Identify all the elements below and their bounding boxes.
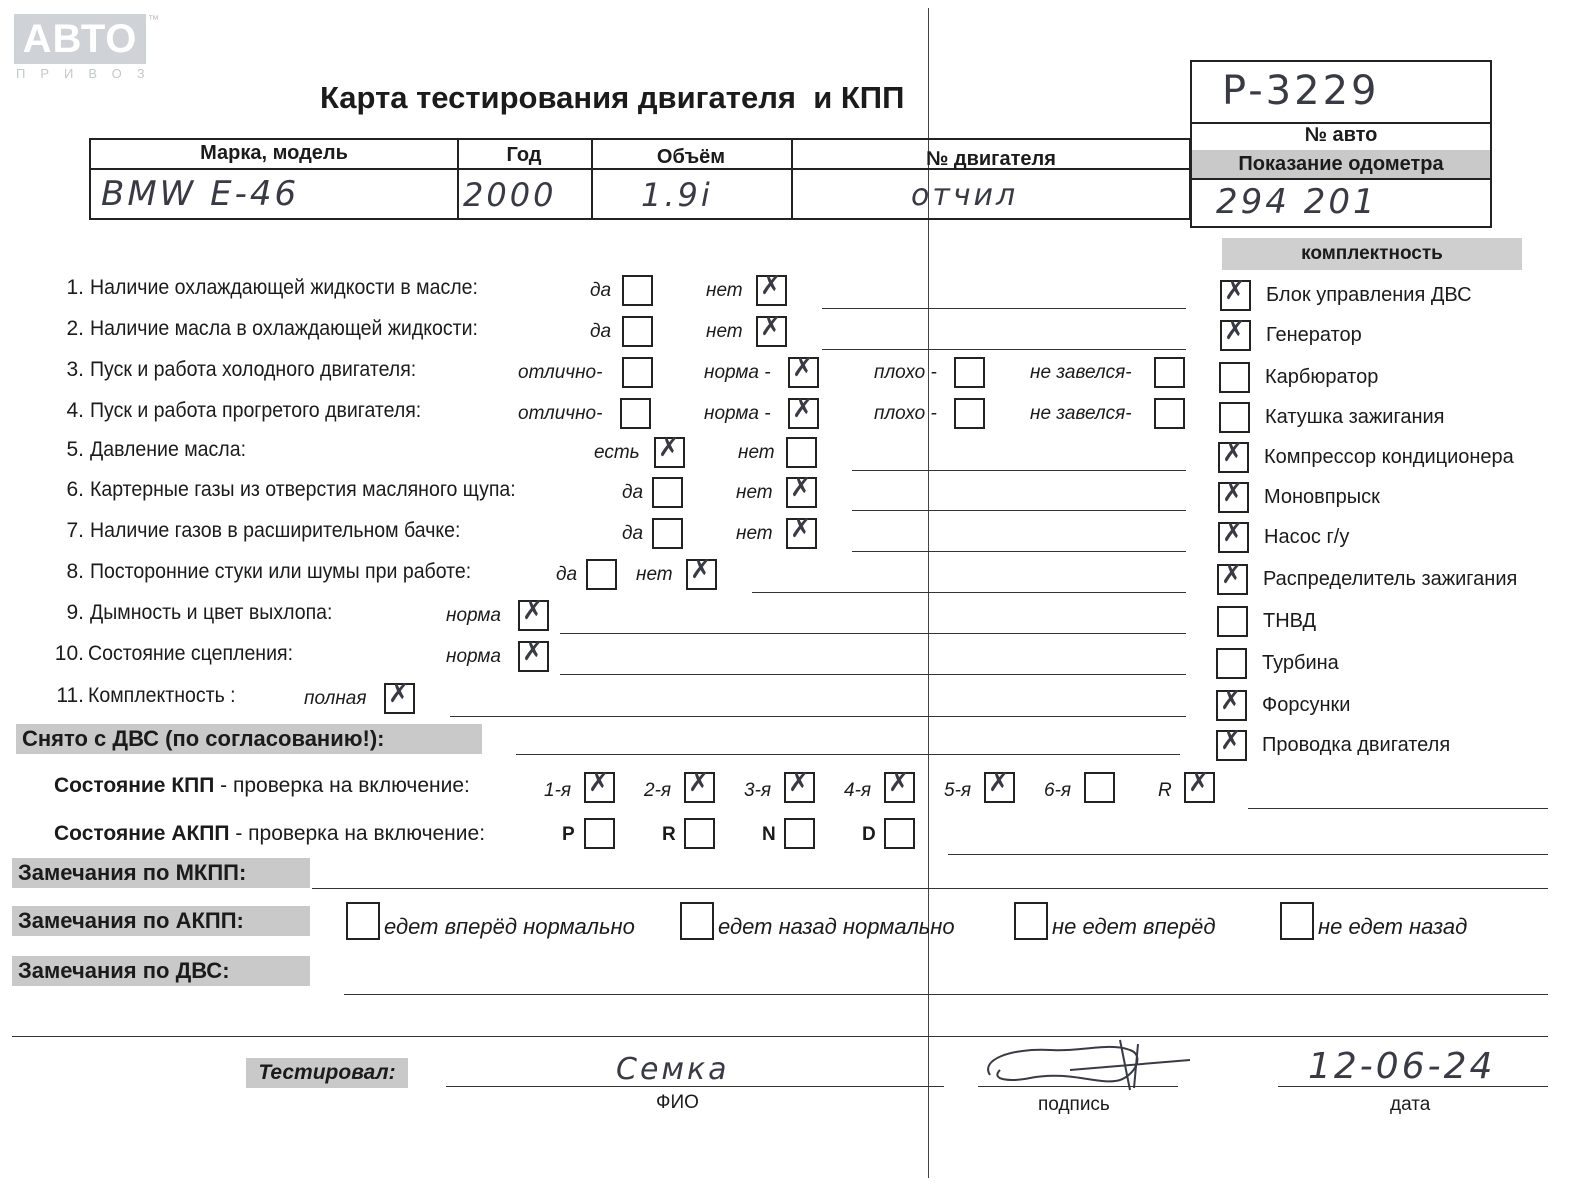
akpp-option-label: не едет назад bbox=[1318, 914, 1468, 939]
check-mark-icon: ✗ bbox=[988, 768, 1010, 798]
akpp-option-checkbox[interactable] bbox=[1014, 902, 1048, 940]
option-checkbox[interactable] bbox=[954, 398, 985, 429]
check-mark-icon: ✗ bbox=[1222, 438, 1244, 468]
removed-label: Снято с ДВС (по согласованию!): bbox=[16, 724, 482, 754]
row-text: Состояние сцепления: bbox=[88, 642, 294, 665]
option-label: да bbox=[622, 523, 644, 544]
option-label: норма bbox=[446, 605, 501, 626]
completeness-item bbox=[1219, 362, 1579, 402]
checklist-row bbox=[0, 354, 1210, 394]
odometer-value: 294 201 bbox=[1216, 182, 1378, 222]
option-label: не завелся- bbox=[1030, 362, 1132, 383]
row-number: 9. bbox=[66, 601, 84, 624]
date-value: 12-06-24 bbox=[1308, 1046, 1496, 1087]
akpp-option-checkbox[interactable] bbox=[1280, 902, 1314, 940]
kpp-gear-checkbox[interactable] bbox=[584, 768, 615, 803]
akpp-label-rest: - проверка на включение: bbox=[229, 822, 486, 845]
option-checkbox[interactable] bbox=[652, 477, 683, 508]
kpp-gear-checkbox[interactable] bbox=[1184, 768, 1215, 803]
kpp-gear-label: 2-я bbox=[644, 780, 672, 801]
option-label: отлично- bbox=[518, 403, 603, 424]
option-checkbox[interactable] bbox=[384, 679, 415, 714]
completeness-checkbox[interactable] bbox=[1216, 648, 1247, 679]
option-checkbox[interactable] bbox=[786, 514, 817, 549]
completeness-label: Катушка зажигания bbox=[1265, 406, 1445, 428]
row-text: Пуск и работа холодного двигателя: bbox=[90, 358, 417, 381]
completeness-label: Компрессор кондиционера bbox=[1264, 446, 1514, 468]
akpp-option-label: едет назад нормально bbox=[718, 914, 955, 939]
option-checkbox[interactable] bbox=[1154, 398, 1185, 429]
remarks-dvs-label: Замечания по ДВС: bbox=[12, 956, 310, 986]
kpp-gear-label: 1-я bbox=[544, 780, 572, 801]
row-number: 5. bbox=[66, 438, 84, 461]
check-mark-icon: ✗ bbox=[888, 768, 910, 798]
completeness-checkbox[interactable] bbox=[1219, 402, 1250, 433]
akpp-gear-checkbox[interactable] bbox=[684, 818, 715, 849]
answer-line bbox=[852, 551, 1186, 552]
kpp-gear-label: R bbox=[1158, 780, 1172, 801]
option-label: нет bbox=[706, 321, 743, 342]
check-mark-icon: ✗ bbox=[688, 768, 710, 798]
option-checkbox[interactable] bbox=[622, 275, 653, 306]
check-mark-icon: ✗ bbox=[788, 768, 810, 798]
completeness-checkbox[interactable] bbox=[1217, 560, 1248, 595]
page-title: Карта тестирования двигателя и КПП bbox=[320, 80, 905, 115]
sign-label: подпись bbox=[1038, 1094, 1110, 1115]
completeness-item bbox=[1217, 560, 1577, 604]
logo bbox=[14, 14, 160, 84]
value-make-model: BMW E-46 bbox=[101, 174, 300, 214]
option-label: нет bbox=[736, 482, 773, 503]
kpp-gear-checkbox[interactable] bbox=[1084, 772, 1115, 803]
option-checkbox[interactable] bbox=[954, 357, 985, 388]
row-text: Дымность и цвет выхлопа: bbox=[90, 601, 333, 624]
checklist-row bbox=[0, 638, 1210, 678]
row-text: Комплектность : bbox=[88, 684, 236, 707]
option-checkbox[interactable] bbox=[622, 316, 653, 347]
check-mark-icon: ✗ bbox=[1222, 518, 1244, 548]
value-engine-number: отчил bbox=[911, 178, 1019, 213]
row-text: Пуск и работа прогретого двигателя: bbox=[90, 399, 422, 422]
check-mark-icon: ✗ bbox=[792, 353, 814, 383]
option-checkbox[interactable] bbox=[1154, 357, 1185, 388]
check-mark-icon: ✗ bbox=[1222, 478, 1244, 508]
completeness-item bbox=[1216, 686, 1576, 730]
completeness-checkbox[interactable] bbox=[1218, 518, 1249, 553]
signature bbox=[970, 1030, 1200, 1100]
akpp-label bbox=[54, 822, 485, 846]
row-number: 8. bbox=[66, 560, 84, 583]
option-checkbox[interactable] bbox=[652, 518, 683, 549]
option-label: не завелся- bbox=[1030, 403, 1132, 424]
completeness-item bbox=[1217, 606, 1577, 646]
check-mark-icon: ✗ bbox=[658, 433, 680, 463]
check-mark-icon: ✗ bbox=[522, 637, 544, 667]
completeness-label: Блок управления ДВС bbox=[1266, 284, 1472, 306]
answer-line bbox=[560, 633, 1186, 634]
akpp-option-label: не едет вперёд bbox=[1052, 914, 1216, 939]
check-mark-icon: ✗ bbox=[1224, 276, 1246, 306]
row-number: 10. bbox=[54, 642, 84, 665]
completeness-item bbox=[1218, 518, 1578, 562]
option-label: плохо - bbox=[874, 362, 937, 383]
option-label: да bbox=[622, 482, 644, 503]
option-label: плохо - bbox=[874, 403, 937, 424]
completeness-label: Турбина bbox=[1262, 652, 1339, 674]
answer-line bbox=[560, 674, 1186, 675]
check-mark-icon: ✗ bbox=[1188, 768, 1210, 798]
remarks-mkpp-line bbox=[312, 888, 1548, 889]
akpp-option-label: едет вперёд нормально bbox=[384, 914, 635, 939]
row-text: Наличие газов в расширительном бачке: bbox=[90, 519, 461, 542]
check-mark-icon: ✗ bbox=[388, 679, 410, 709]
remarks-dvs-line bbox=[344, 994, 1548, 995]
completeness-item bbox=[1218, 478, 1578, 522]
completeness-item bbox=[1216, 648, 1576, 688]
header-engine-number: № двигателя bbox=[926, 148, 1056, 170]
completeness-label: Форсунки bbox=[1262, 694, 1351, 716]
option-label: нет bbox=[636, 564, 673, 585]
answer-line bbox=[822, 308, 1186, 309]
option-label: да bbox=[556, 564, 578, 585]
option-label: полная bbox=[304, 688, 367, 709]
option-checkbox[interactable] bbox=[786, 437, 817, 468]
check-mark-icon: ✗ bbox=[522, 596, 544, 626]
kpp-gear-label: 3-я bbox=[744, 780, 772, 801]
header-make-model: Марка, модель bbox=[200, 142, 348, 164]
answer-line bbox=[852, 470, 1186, 471]
akpp-gear-label: P bbox=[562, 824, 575, 845]
checklist-row bbox=[0, 556, 1210, 596]
kpp-gear-label: 5-я bbox=[944, 780, 972, 801]
check-mark-icon: ✗ bbox=[760, 312, 782, 342]
vehicle-table bbox=[89, 138, 1191, 220]
akpp-gear-checkbox[interactable] bbox=[884, 818, 915, 849]
row-number: 11. bbox=[56, 684, 84, 707]
fio-line bbox=[446, 1086, 944, 1087]
completeness-item bbox=[1220, 316, 1580, 360]
akpp-gear-label: R bbox=[662, 824, 676, 845]
removed-line bbox=[516, 754, 1180, 755]
completeness-label: ТНВД bbox=[1263, 610, 1317, 632]
header-year: Год bbox=[506, 144, 542, 166]
value-volume: 1.9i bbox=[641, 176, 713, 214]
kpp-label-bold: Состояние КПП bbox=[54, 774, 215, 797]
completeness-label: Распределитель зажигания bbox=[1263, 568, 1518, 590]
checklist-row bbox=[0, 680, 1210, 720]
akpp-gear-checkbox[interactable] bbox=[784, 818, 815, 849]
date-label: дата bbox=[1390, 1094, 1431, 1115]
option-checkbox[interactable] bbox=[620, 398, 651, 429]
option-label: да bbox=[590, 321, 612, 342]
completeness-checkbox[interactable] bbox=[1218, 478, 1249, 513]
option-label: да bbox=[590, 280, 612, 301]
tested-label: Тестировал: bbox=[246, 1058, 408, 1088]
kpp-gear-checkbox[interactable] bbox=[984, 768, 1015, 803]
completeness-checkbox[interactable] bbox=[1220, 316, 1251, 351]
checklist-row bbox=[0, 597, 1210, 637]
remarks-extra-line bbox=[12, 1036, 1548, 1037]
row-text: Наличие охлаждающей жидкости в масле: bbox=[90, 276, 478, 299]
akpp-label-bold: Состояние АКПП bbox=[54, 822, 230, 845]
logo-tm: ™ bbox=[148, 14, 159, 26]
completeness-checkbox[interactable] bbox=[1219, 362, 1250, 393]
completeness-label: Проводка двигателя bbox=[1262, 734, 1451, 756]
kpp-label bbox=[54, 774, 470, 798]
header-volume: Объём bbox=[656, 146, 726, 168]
option-label: норма bbox=[446, 646, 501, 667]
option-label: отлично- bbox=[518, 362, 603, 383]
row-number: 6. bbox=[66, 478, 84, 501]
completeness-checkbox[interactable] bbox=[1220, 276, 1251, 311]
completeness-label: Карбюратор bbox=[1265, 366, 1379, 388]
answer-line bbox=[822, 349, 1186, 350]
completeness-label: Генератор bbox=[1266, 324, 1362, 346]
check-mark-icon: ✗ bbox=[760, 271, 782, 301]
row-number: 4. bbox=[66, 399, 84, 422]
completeness-checkbox[interactable] bbox=[1218, 438, 1249, 473]
completeness-item bbox=[1219, 402, 1579, 442]
checklist-row bbox=[0, 434, 1210, 474]
value-year: 2000 bbox=[463, 176, 557, 214]
completeness-item bbox=[1220, 276, 1580, 320]
row-number: 3. bbox=[66, 358, 84, 381]
completeness-checkbox[interactable] bbox=[1217, 606, 1248, 637]
completeness-label: Моновпрыск bbox=[1264, 486, 1380, 508]
option-checkbox[interactable] bbox=[756, 271, 787, 306]
check-mark-icon: ✗ bbox=[1220, 686, 1242, 716]
remarks-mkpp-label: Замечания по МКПП: bbox=[12, 858, 310, 888]
option-checkbox[interactable] bbox=[518, 596, 549, 631]
completeness-checkbox[interactable] bbox=[1216, 726, 1247, 761]
row-text: Посторонние стуки или шумы при работе: bbox=[90, 560, 472, 583]
option-label: нет bbox=[738, 442, 775, 463]
checklist-row bbox=[0, 515, 1210, 555]
answer-line bbox=[852, 510, 1186, 511]
row-number: 1. bbox=[66, 276, 84, 299]
row-number: 2. bbox=[66, 317, 84, 340]
check-mark-icon: ✗ bbox=[1224, 316, 1246, 346]
checklist-row bbox=[0, 313, 1210, 353]
option-checkbox[interactable] bbox=[788, 353, 819, 388]
odometer-label: Показание одометра bbox=[1192, 150, 1490, 178]
checklist-row bbox=[0, 395, 1210, 435]
akpp-option-checkbox[interactable] bbox=[346, 902, 380, 940]
akpp-option-checkbox[interactable] bbox=[680, 902, 714, 940]
option-checkbox[interactable] bbox=[622, 357, 653, 388]
option-label: норма - bbox=[704, 403, 771, 424]
completeness-label: Насос г/у bbox=[1264, 526, 1350, 548]
remarks-akpp-label: Замечания по АКПП: bbox=[12, 906, 310, 936]
option-checkbox[interactable] bbox=[586, 559, 617, 590]
akpp-gear-checkbox[interactable] bbox=[584, 818, 615, 849]
check-mark-icon: ✗ bbox=[790, 514, 812, 544]
akpp-gear-label: D bbox=[862, 824, 876, 845]
option-checkbox[interactable] bbox=[788, 394, 819, 429]
option-label: норма - bbox=[704, 362, 771, 383]
answer-line bbox=[752, 592, 1186, 593]
completeness-item bbox=[1218, 438, 1578, 482]
option-label: есть bbox=[594, 442, 640, 463]
kpp-gear-checkbox[interactable] bbox=[684, 768, 715, 803]
akpp-line bbox=[948, 854, 1548, 855]
kpp-gear-label: 6-я bbox=[1044, 780, 1072, 801]
option-checkbox[interactable] bbox=[786, 473, 817, 508]
logo-wordmark: АВТО bbox=[14, 14, 146, 64]
checklist-row bbox=[0, 272, 1210, 312]
completeness-header: комплектность bbox=[1222, 238, 1522, 270]
kpp-line bbox=[1248, 808, 1548, 809]
logo-subtitle: ПРИВОЗ bbox=[16, 66, 160, 81]
check-mark-icon: ✗ bbox=[690, 555, 712, 585]
option-checkbox[interactable] bbox=[686, 555, 717, 590]
option-label: нет bbox=[706, 280, 743, 301]
date-line bbox=[1278, 1086, 1548, 1087]
answer-line bbox=[450, 716, 1186, 717]
check-mark-icon: ✗ bbox=[1220, 726, 1242, 756]
completeness-item bbox=[1216, 726, 1576, 770]
option-checkbox[interactable] bbox=[756, 312, 787, 347]
check-mark-icon: ✗ bbox=[792, 394, 814, 424]
checklist-row bbox=[0, 474, 1210, 514]
check-mark-icon: ✗ bbox=[790, 473, 812, 503]
no-avto-label: № авто bbox=[1304, 124, 1378, 146]
kpp-gear-label: 4-я bbox=[844, 780, 872, 801]
kpp-gear-checkbox[interactable] bbox=[784, 768, 815, 803]
akpp-gear-label: N bbox=[762, 824, 776, 845]
option-label: нет bbox=[736, 523, 773, 544]
check-mark-icon: ✗ bbox=[1221, 560, 1243, 590]
row-text: Давление масла: bbox=[90, 438, 246, 461]
row-number: 7. bbox=[66, 519, 84, 542]
option-checkbox[interactable] bbox=[518, 637, 549, 672]
kpp-label-rest: - проверка на включение: bbox=[214, 774, 470, 797]
sign-line bbox=[978, 1086, 1178, 1087]
completeness-checkbox[interactable] bbox=[1216, 686, 1247, 721]
fio-label: ФИО bbox=[656, 1092, 699, 1113]
fio-value: Семка bbox=[616, 1052, 730, 1087]
row-text: Наличие масла в охлаждающей жидкости: bbox=[90, 317, 478, 340]
header-box bbox=[1190, 60, 1492, 228]
check-mark-icon: ✗ bbox=[588, 768, 610, 798]
row-text: Картерные газы из отверстия масляного щупа: bbox=[90, 478, 516, 501]
kpp-gear-checkbox[interactable] bbox=[884, 768, 915, 803]
option-checkbox[interactable] bbox=[654, 433, 685, 468]
handwritten-id: P-3229 bbox=[1222, 68, 1380, 114]
